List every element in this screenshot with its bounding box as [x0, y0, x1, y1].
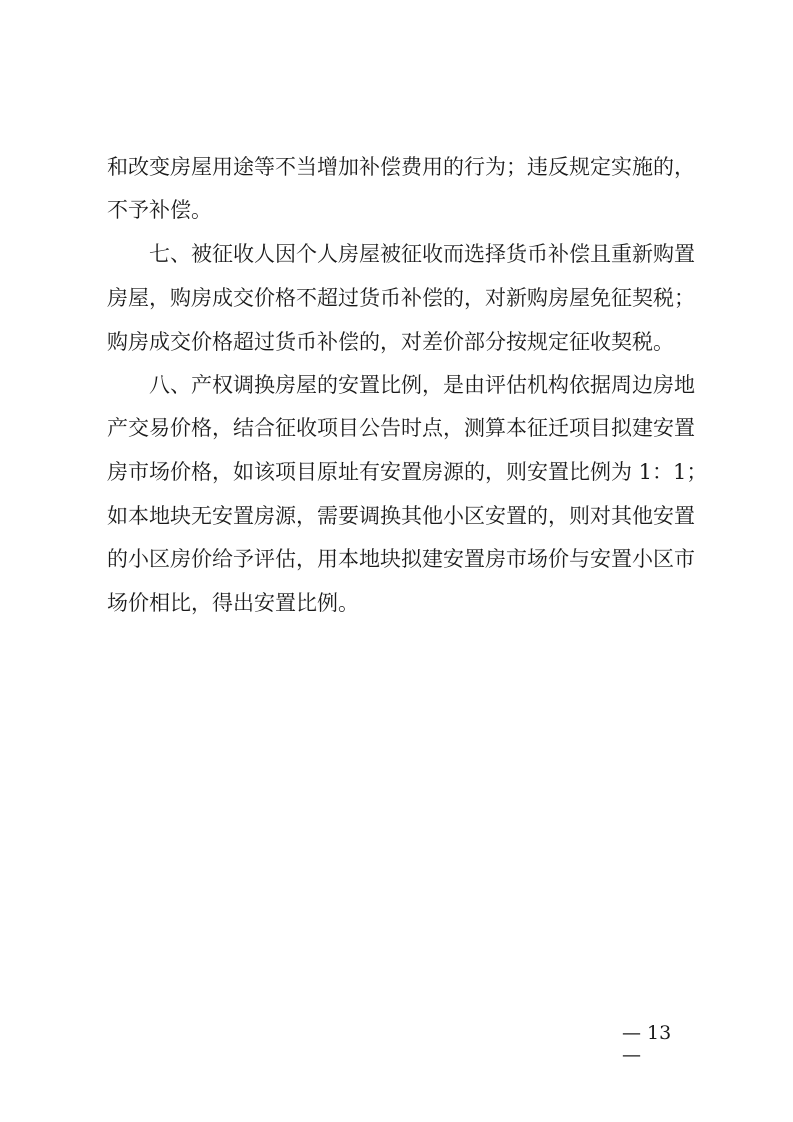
- text-line: 房市场价格，如该项目原址有安置房源的，则安置比例为 1：1；: [107, 460, 708, 484]
- text-line: 房屋，购房成交价格不超过货币补偿的，对新购房屋免征契税；: [107, 286, 695, 310]
- page-number-dash: —: [622, 1044, 641, 1066]
- text-line: 场价相比，得出安置比例。: [107, 591, 359, 615]
- text-line: 如本地块无安置房源，需要调换其他小区安置的，则对其他安置: [107, 504, 695, 528]
- text-line: 购房成交价格超过货币补偿的，对差价部分按规定征收契税。: [107, 330, 674, 354]
- text-line: 的小区房价给予评估，用本地块拟建安置房市场价与安置小区市: [107, 547, 695, 571]
- text-line: 和改变房屋用途等不当增加补偿费用的行为；违反规定实施的，: [107, 155, 695, 179]
- text-line: 产交易价格，结合征收项目公告时点，测算本征迁项目拟建安置: [107, 416, 695, 440]
- text-line: 七、被征收人因个人房屋被征收而选择货币补偿且重新购置: [149, 242, 695, 266]
- page-number: — 13: [622, 1022, 672, 1044]
- text-line: 八、产权调换房屋的安置比例，是由评估机构依据周边房地: [149, 373, 695, 397]
- text-line: 不予补偿。: [107, 198, 212, 222]
